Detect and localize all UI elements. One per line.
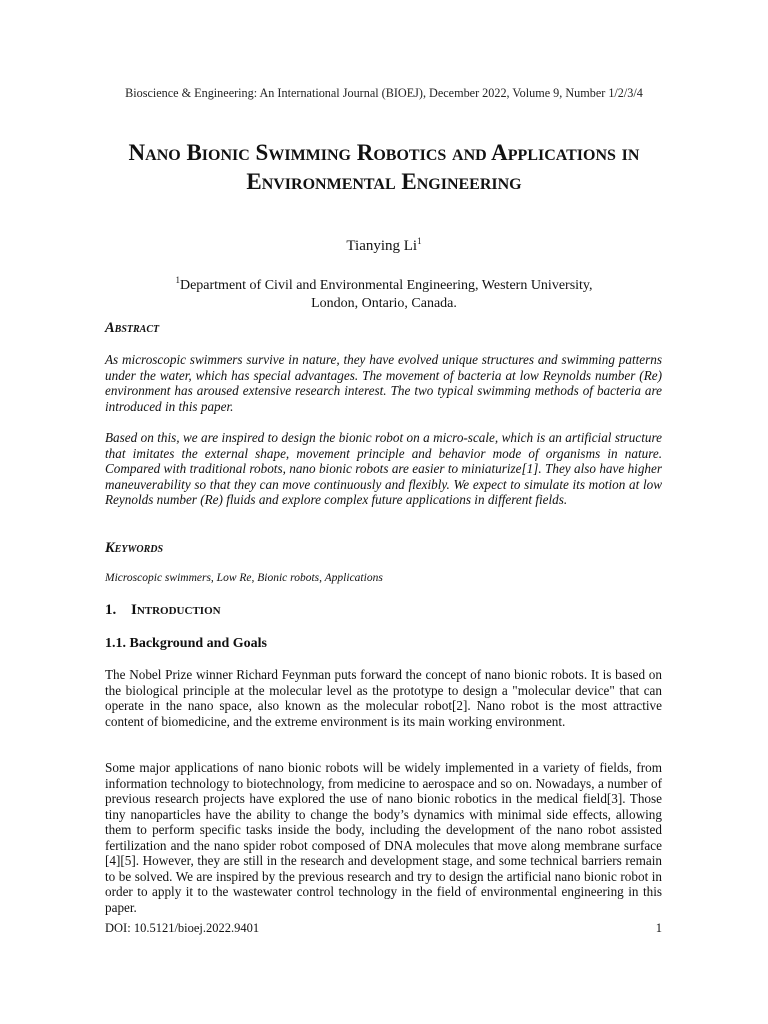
subsection-heading <box>105 636 267 652</box>
abstract-paragraph-1: As microscopic swimmers survive in nature, they have evolved unique structures and swimming patterns under the water, which has special advantages. The movement of bacteria at low Reynolds number (Re) environment has aroused extensive research interest. The two typical swimming methods of bacteria are introduced in this paper. <box>105 352 662 414</box>
affiliation-line-1: Department of Civil and Environmental Engineering, Western University, <box>179 278 593 293</box>
keywords-text: Microscopic swimmers, Low Re, Bionic robots, Applications <box>105 572 383 584</box>
page-footer <box>105 921 662 936</box>
subsection-title: Background and Goals <box>129 636 267 651</box>
section-heading-introduction <box>105 602 221 619</box>
author-name: Tianying Li <box>346 238 418 254</box>
doi-text: DOI: 10.5121/bioej.2022.9401 <box>105 921 260 935</box>
intro-paragraph-2: Some major applications of nano bionic robots will be widely implemented in a variety of fields, from information technology to biotechnology, from medicine to aerospace and so on. Nowadays, a number of previous research projects have explored the use of nano bionic robotics in the medical field[3]. Those tiny nanoparticles have the ability to change the body’s dynamics with minimal side effects, allowing them to perform specific tasks inside the body, including the development of the nano robot assisted fertilization and the nano spider robot composed of DNA molecules that move along membrane surface [4][5]. However, they are still in the research and development stage, and some technical barriers remain to be solved. We are inspired by the previous research and try to design the artificial nano bionic robot in order to apply it to the wastewater control technology in the field of environmental engineering in this paper. <box>105 760 662 915</box>
running-header: Bioscience & Engineering: An International Journal (BIOEJ), December 2022, Volume 9, Number 1/2/3/4 <box>125 86 643 100</box>
abstract-paragraph-2: Based on this, we are inspired to design the bionic robot on a micro-scale, which is an artificial structure that imitates the external shape, movement principle and behavior mode of organisms in nature. Compared with traditional robots, nano bionic robots are easier to miniaturize[1]. They also have higher maneuverability so that they can move continuously and flexibly. We expect to simulate its motion at low Reynolds number (Re) fluids and explore complex future applications in different fields. <box>105 430 662 507</box>
author-line <box>0 236 768 255</box>
subsection-number: 1.1. <box>105 636 126 651</box>
section-number: 1. <box>105 602 117 618</box>
page-number: 1 <box>655 921 662 935</box>
affiliation <box>120 271 648 313</box>
affiliation-superscript: 1 <box>175 275 180 285</box>
keywords-heading: Keywords <box>105 540 164 556</box>
abstract-heading: Abstract <box>105 320 160 336</box>
author-superscript: 1 <box>417 236 422 246</box>
intro-paragraph-1: The Nobel Prize winner Richard Feynman puts forward the concept of nano bionic robots. It is based on the biological principle at the molecular level as the prototype to design a "molecular device" that can operate in the nano space, also known as the molecular robot[2]. Nano robot is the most attractive content of biomedicine, and the extreme environment is its main working environment. <box>105 667 662 729</box>
section-title: Introduction <box>131 602 221 618</box>
paper-title: Nano Bionic Swimming Robotics and Applications in Environmental Engineering <box>128 140 640 194</box>
affiliation-line-2: London, Ontario, Canada. <box>311 296 457 311</box>
